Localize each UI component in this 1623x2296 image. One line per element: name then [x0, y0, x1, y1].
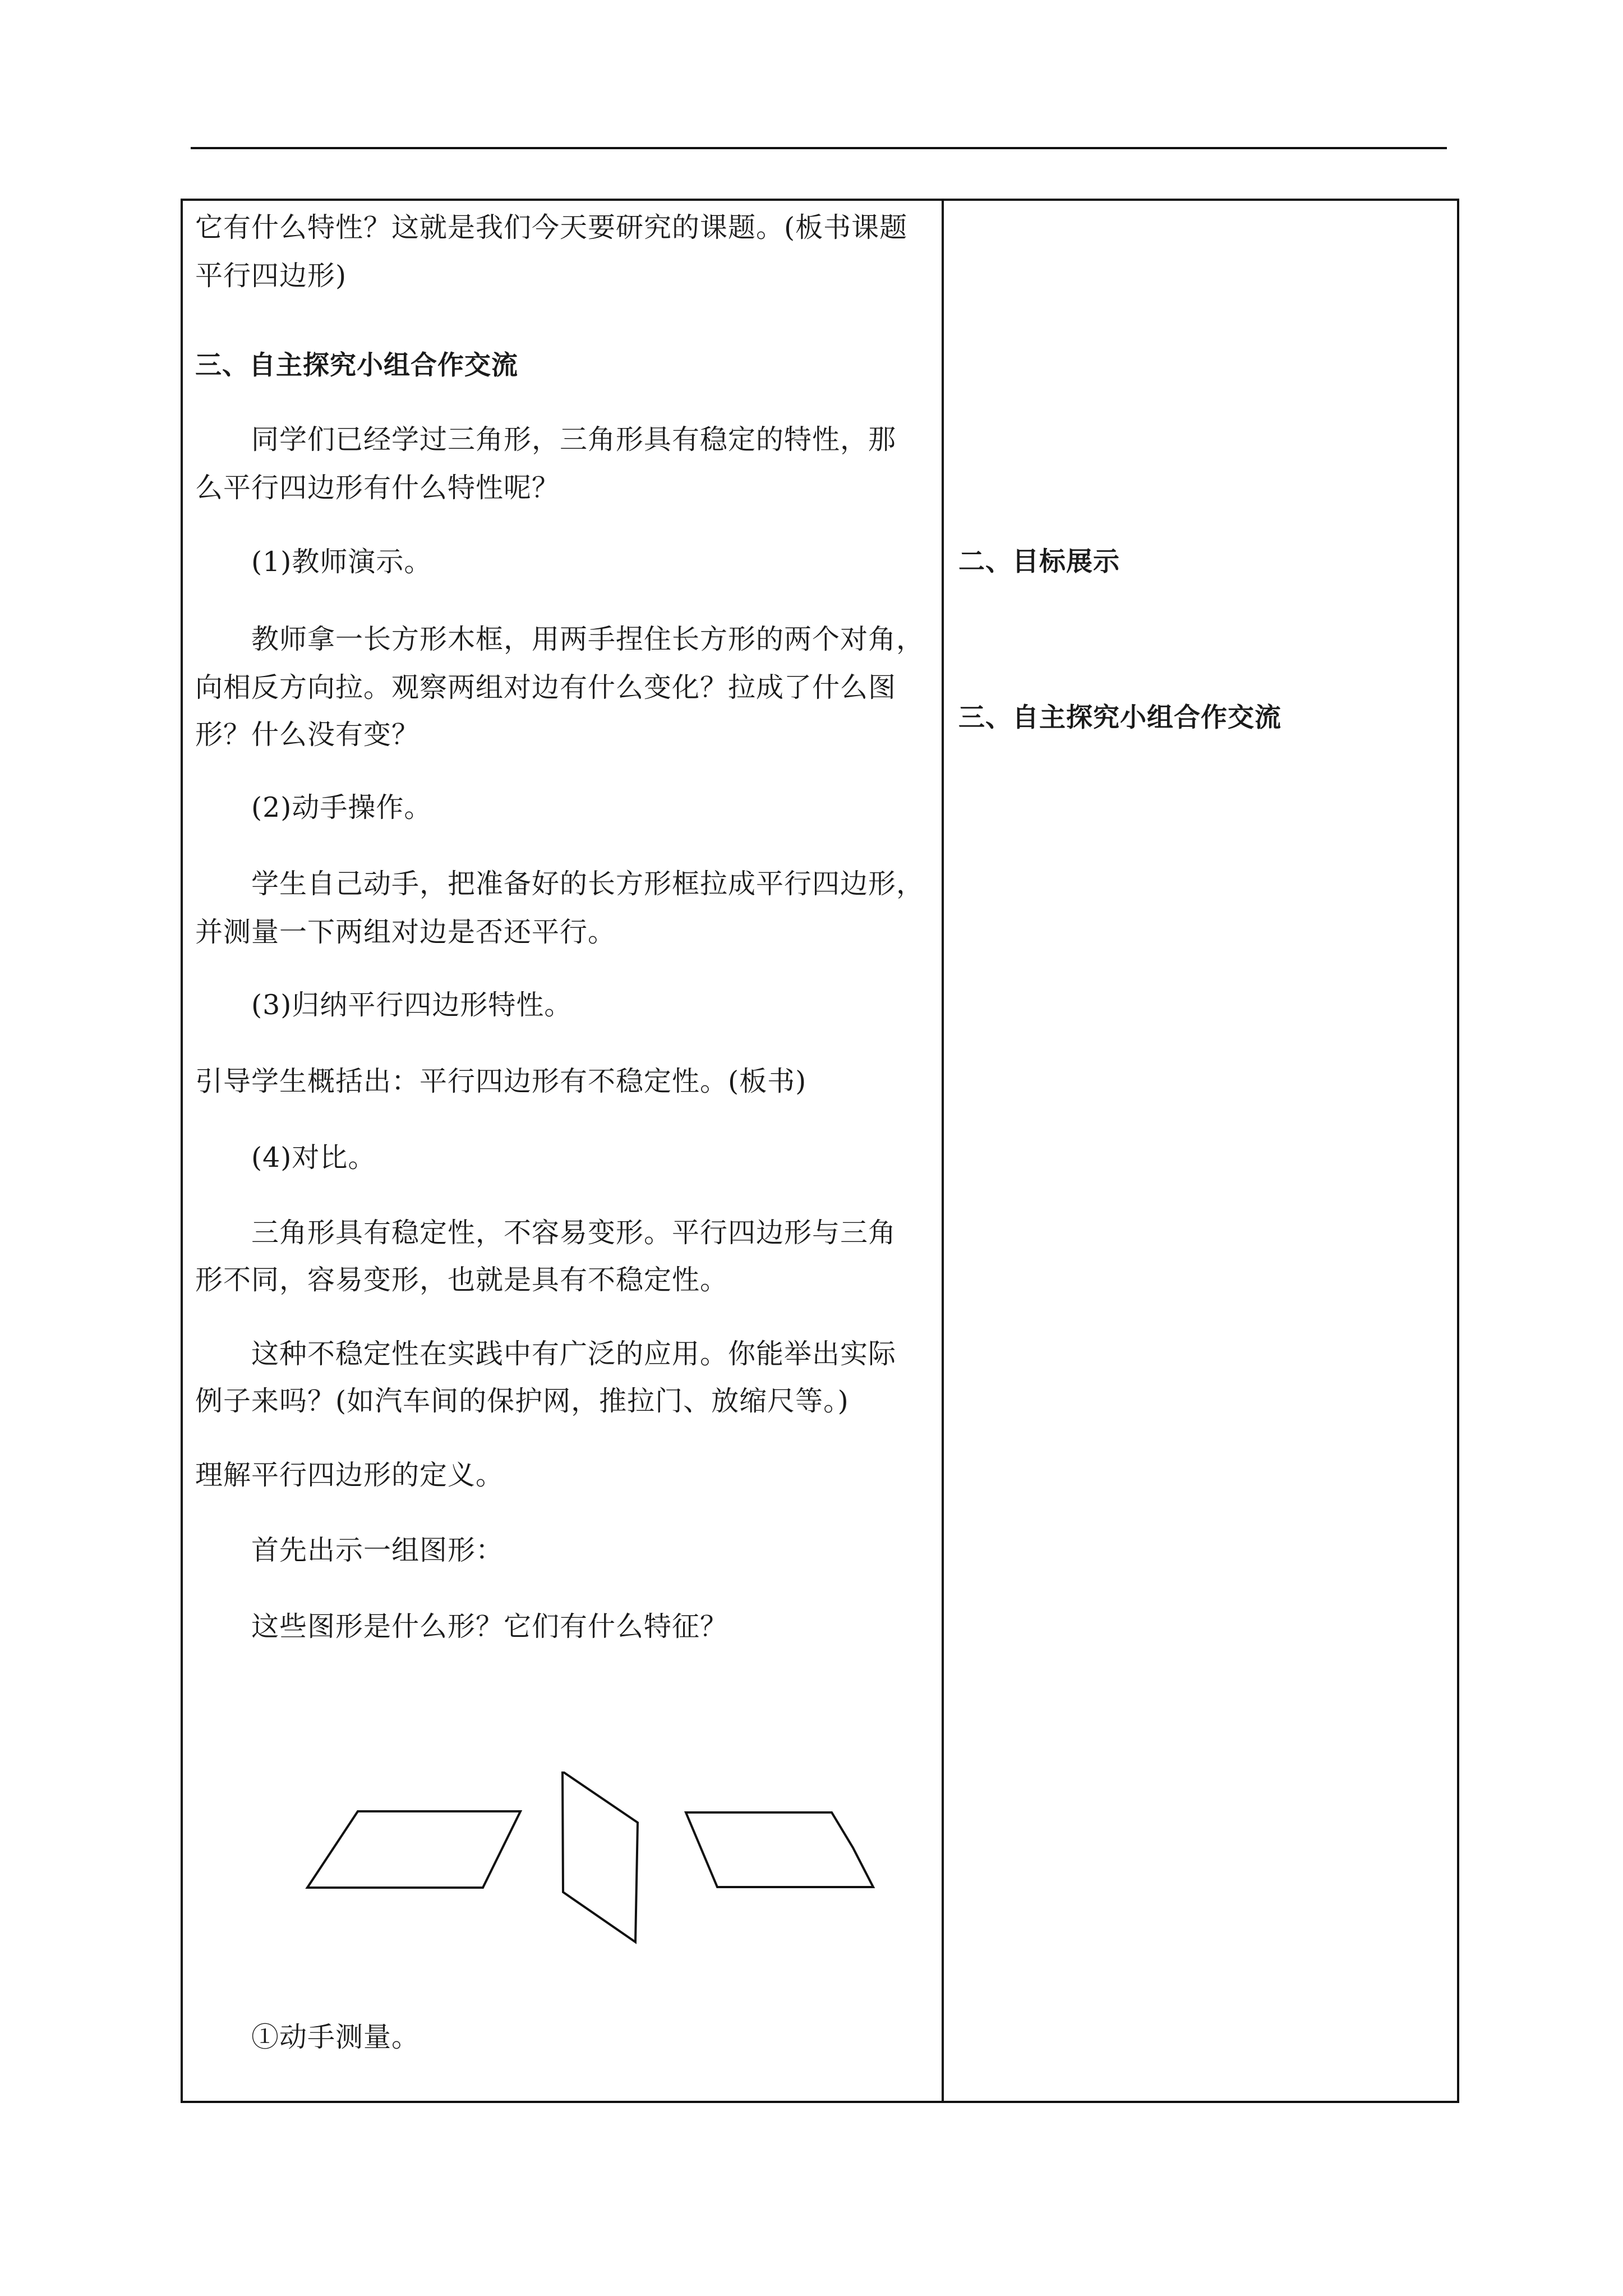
- parallelogram-shape: [307, 1811, 520, 1888]
- section-heading: 三、自主探究小组合作交流: [958, 702, 1281, 733]
- teaching-process-cell: [183, 201, 942, 2101]
- text-line: 例子来吗？(如汽车间的保护网，推拉门、放缩尺等。): [195, 1385, 849, 1417]
- text-line: 平行四边形): [195, 260, 347, 292]
- step-label: (4)对比。: [251, 1142, 376, 1174]
- step-label: (2)动手操作。: [251, 792, 432, 823]
- text-line: 向相反方向拉。观察两组对边有什么变化？拉成了什么图: [195, 671, 897, 703]
- header-rule: [191, 147, 1447, 149]
- text-line: 形？什么没有变？: [195, 719, 420, 751]
- parallelogram-shape: [686, 1812, 873, 1887]
- parallelogram-shape: [562, 1772, 638, 1942]
- step-label: (3)归纳平行四边形特性。: [251, 989, 573, 1021]
- text-line: ①动手测量。: [251, 2021, 420, 2053]
- text-line: 形不同，容易变形，也就是具有不稳定性。: [195, 1264, 728, 1296]
- text-line: 理解平行四边形的定义。: [195, 1459, 504, 1491]
- text-line: 它有什么特性？这就是我们今天要研究的课题。(板书课题: [195, 211, 908, 243]
- step-label: (1)教师演示。: [251, 546, 432, 578]
- text-line: 学生自己动手，把准备好的长方形框拉成平行四边形，: [251, 868, 925, 900]
- text-line: 并测量一下两组对边是否还平行。: [195, 916, 616, 948]
- section-heading: 三、自主探究小组合作交流: [195, 350, 518, 381]
- lesson-table: [181, 199, 1459, 2103]
- text-line: 三角形具有稳定性，不容易变形。平行四边形与三角: [251, 1217, 897, 1249]
- text-line: 引导学生概括出：平行四边形有不稳定性。(板书): [195, 1065, 807, 1097]
- text-line: 这些图形是什么形？它们有什么特征？: [251, 1611, 728, 1642]
- section-heading: 二、目标展示: [958, 546, 1120, 577]
- parallelogram-figures: [267, 1772, 996, 1996]
- text-line: 么平行四边形有什么特性呢？: [195, 472, 560, 504]
- text-line: 同学们已经学过三角形，三角形具有稳定的特性，那: [251, 424, 897, 455]
- text-line: 首先出示一组图形：: [251, 1534, 504, 1566]
- design-intent-cell: [944, 201, 1457, 2101]
- text-line: 教师拿一长方形木框，用两手捏住长方形的两个对角，: [251, 623, 925, 655]
- text-line: 这种不稳定性在实践中有广泛的应用。你能举出实际: [251, 1338, 897, 1370]
